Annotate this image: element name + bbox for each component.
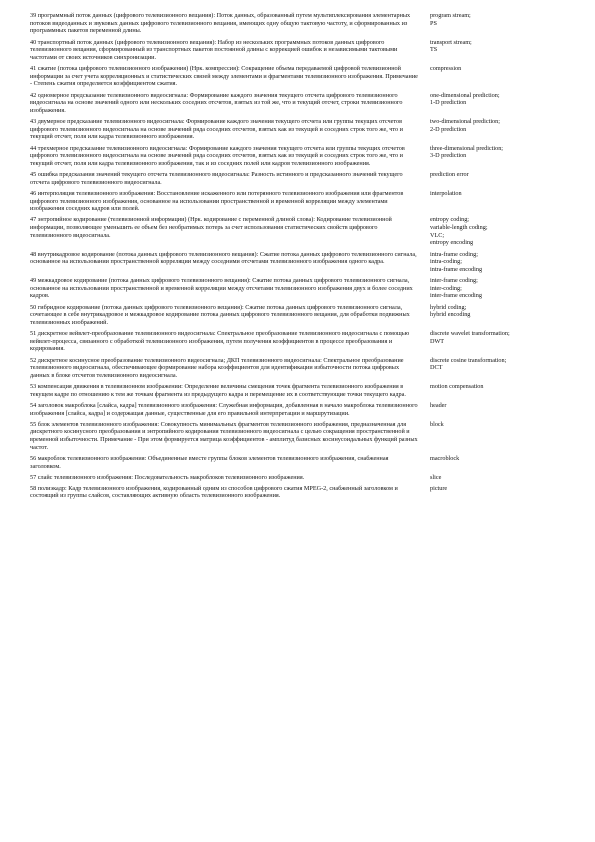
glossary-entries bbox=[30, 12, 570, 503]
glossary-entry bbox=[30, 171, 570, 186]
english-term: compression bbox=[430, 65, 462, 72]
entry-definition-block bbox=[30, 330, 420, 353]
glossary-entry bbox=[30, 92, 570, 115]
entry-definition: заголовок макроблока [слайса, кадра] телевизионного изображения: Служебная информация, добавленная в начало макроблока телевизионного изображения [слайса, кадра] и содержащая данные, существенные для его правильной интерпретации и маршрутизации. bbox=[30, 401, 418, 417]
entry-definition: сжатие (потока цифрового телевизионного изображения) (Нрк. компрессия): Сокращение объема передаваемой цифровой телевизионной информации за счет учета корреляционных и статистических связей между элементами и фрагментами телевизионного изображения. Примечание - Степень сжатия определяется коэффициентом сжатия. bbox=[30, 65, 418, 88]
entry-english-terms bbox=[430, 216, 570, 247]
english-term: DWT bbox=[430, 337, 445, 345]
english-term: TS bbox=[430, 46, 438, 54]
glossary-entry bbox=[30, 251, 570, 274]
entry-number: 50 bbox=[30, 303, 37, 311]
entry-definition: транспортный поток данных (цифрового телевизионного вещания): Набор из нескольких программных потоков данных цифрового телевизионного вещания, сформированный из транспортных пакетов постоянной длины с коррекцией ошибок и независимыми тактовыми частотами от своих источников синхронизации. bbox=[30, 38, 398, 61]
entry-definition-block bbox=[30, 171, 420, 186]
glossary-entry bbox=[30, 402, 570, 417]
english-term: macroblock bbox=[430, 454, 460, 462]
entry-definition: компенсация движения в телевизионном изображении: Определение величины смещения точек фрагмента телевизионного изображения в текущем кадре по отношению к тем же точкам фрагмента из предыдущего кадра и перемещение их в соответствующие точки текущего кадра. bbox=[30, 383, 406, 398]
entry-definition-block bbox=[30, 485, 420, 500]
entry-definition: ошибка предсказания значений текущего отсчета телевизионного видеосигнала: Разность истинного и предсказанного значений текущего отсчета цифрового телевизионного видеосигнала. bbox=[30, 171, 403, 186]
entry-number: 49 bbox=[30, 277, 37, 284]
english-term: PS bbox=[430, 19, 437, 27]
entry-definition: трехмерное предсказание телевизионного видеосигнала: Формирование каждого значения текущего отсчета или группы текущих отсчетов цифрового телевизионного видеосигнала на основе значений ряда соседних отсчетов, взятых как из текущей и соседних строк того же, что и текущий отсчет, поля или кадра телевизионного изображения, так и из соседних полей или кадров телевизионного изображения. bbox=[30, 144, 405, 167]
english-term: three-dimensional prediction; bbox=[430, 144, 504, 152]
entry-definition: дискретное косинусное преобразование телевизионного видеосигнала; ДКП телевизионного видеосигнала: Спектральное преобразование телевизионного видеосигнала, обеспечивающее формирование набора коэффициентов для идентификации избыточности потока цифровых данных в блоке отсчетов телевизионного видеосигнала. bbox=[30, 356, 404, 379]
glossary-entry bbox=[30, 65, 570, 88]
entry-english-terms bbox=[430, 357, 570, 372]
entry-definition-block bbox=[30, 402, 420, 417]
entry-definition: полиэкадр: Кадр телевизионного изображения, кодированный одним из способов цифрового сжатия MPEG-2, снабженный заголовком и состоящий из группы слайсов, составляющих активную область телевизионного изображения. bbox=[30, 484, 398, 500]
entry-definition: слайс телевизионного изображения: Последовательность макроблоков телевизионного изображения. bbox=[37, 473, 305, 481]
entry-english-terms bbox=[430, 65, 570, 73]
english-term: 1-D prediction bbox=[430, 99, 467, 107]
glossary-entry bbox=[30, 421, 570, 452]
english-term: interpolation bbox=[430, 189, 462, 197]
english-term: variable-length coding; bbox=[430, 224, 488, 231]
entry-english-terms bbox=[430, 171, 570, 179]
english-term: discrete wavelet transformation; bbox=[430, 330, 510, 337]
entry-number: 52 bbox=[30, 356, 37, 364]
glossary-entry bbox=[30, 277, 570, 300]
entry-number: 42 bbox=[30, 91, 37, 99]
english-term: hybrid encoding bbox=[430, 311, 471, 319]
entry-definition-block bbox=[30, 251, 420, 266]
entry-number: 46 bbox=[30, 189, 37, 197]
english-term: entropy coding; bbox=[430, 216, 470, 224]
entry-english-terms bbox=[430, 190, 570, 198]
entry-number: 44 bbox=[30, 144, 37, 152]
entry-english-terms bbox=[430, 485, 570, 493]
entry-number: 47 bbox=[30, 216, 37, 224]
entry-number: 54 bbox=[30, 401, 37, 409]
entry-english-terms bbox=[430, 12, 570, 27]
entry-definition-block bbox=[30, 357, 420, 380]
entry-definition: двумерное предсказание телевизионного видеосигнала: Формирование каждого значения текущего отсчета или группы текущих отсчетов цифрового телевизионного видеосигнала на основе значений ряда соседних отсчетов, взятых как из текущей и соседних строк того же, что и текущий отсчет, поля или кадра телевизионного изображения. bbox=[30, 118, 403, 141]
entry-number: 39 bbox=[30, 12, 37, 19]
english-term: header bbox=[430, 401, 447, 409]
entry-definition-block bbox=[30, 304, 420, 327]
english-term: discrete cosine transformation; bbox=[430, 356, 507, 364]
entry-english-terms bbox=[430, 251, 570, 274]
entry-english-terms bbox=[430, 330, 570, 345]
entry-definition-block bbox=[30, 145, 420, 168]
english-term: intra-frame encoding bbox=[430, 265, 483, 273]
entry-definition-block bbox=[30, 190, 420, 213]
english-term: two-dimensional prediction; bbox=[430, 118, 500, 125]
english-term: intra-frame coding; bbox=[430, 250, 478, 258]
glossary-entry bbox=[30, 330, 570, 353]
entry-definition-block bbox=[30, 421, 420, 452]
english-term: block bbox=[430, 420, 444, 428]
entry-number: 51 bbox=[30, 330, 37, 337]
glossary-entry bbox=[30, 383, 570, 398]
entry-definition: макроблок телевизионного изображения: Объединенные вместе группы блоков элементов телевизионного изображения, снабженная заголовком. bbox=[30, 454, 389, 470]
english-term: entropy encoding bbox=[430, 239, 474, 247]
entry-definition: гибридное кодирование (потока данных цифрового телевизионного вещания): Сжатие потока данных цифрового телевизионного сигнала, сочетающее в себе внутрикадровое и межкадровое кодирование потока данных цифрового телевизионного вещания, для обработки подвижных телевизионных изображений. bbox=[30, 303, 410, 326]
entry-number: 55 bbox=[30, 420, 37, 428]
glossary-entry bbox=[30, 190, 570, 213]
entry-number: 57 bbox=[30, 473, 37, 481]
entry-number: 40 bbox=[30, 38, 37, 46]
entry-number: 56 bbox=[30, 454, 37, 462]
glossary-entry bbox=[30, 145, 570, 168]
glossary-entry bbox=[30, 304, 570, 327]
entry-english-terms bbox=[430, 277, 570, 300]
entry-english-terms bbox=[430, 383, 570, 391]
english-term: inter-frame coding; bbox=[430, 277, 478, 284]
english-term: transport stream; bbox=[430, 38, 472, 46]
entry-definition-block bbox=[30, 12, 420, 35]
english-term: picture bbox=[430, 484, 448, 492]
english-term: intra-coding; bbox=[430, 258, 462, 266]
english-term: inter-coding; bbox=[430, 284, 462, 292]
entry-definition-block bbox=[30, 277, 420, 300]
entry-definition: межкадровое кодирование (потока данных цифрового телевизионного вещания): Сжатие потока данных цифрового телевизионного сигнала, основанное на использовании пространственной и временной корреляции между отсчетами телевизионного изображения двух и более соседних кадров. bbox=[30, 277, 413, 300]
entry-english-terms bbox=[430, 145, 570, 160]
glossary-entry bbox=[30, 12, 570, 35]
entry-definition-block bbox=[30, 65, 420, 88]
english-term: inter-frame encoding bbox=[430, 292, 482, 300]
entry-english-terms bbox=[430, 402, 570, 410]
entry-definition-block bbox=[30, 216, 420, 239]
entry-english-terms bbox=[430, 455, 570, 463]
english-term: 2-D prediction bbox=[430, 125, 467, 133]
entry-english-terms bbox=[430, 39, 570, 54]
entry-definition: энтропийное кодирование (телевизионной информации) (Нрк. кодирование с переменной длиной слова): Кодирование телевизионной информации, позволяющее уменьшить ее объем без необратимых потерь за счет использования статистических свойств цифрового телевизионного видеосигнала. bbox=[30, 216, 392, 239]
entry-english-terms bbox=[430, 304, 570, 319]
glossary-entry bbox=[30, 455, 570, 470]
entry-definition-block bbox=[30, 474, 420, 482]
entry-number: 53 bbox=[30, 383, 37, 390]
entry-definition-block bbox=[30, 455, 420, 470]
english-term: VLC; bbox=[430, 231, 445, 239]
entry-definition-block bbox=[30, 383, 420, 398]
english-term: motion compensation bbox=[430, 383, 484, 390]
entry-definition: внутрикадровое кодирование (потока данных цифрового телевизионного вещания): Сжатие потока данных цифрового телевизионного сигнала, основанное на использовании пространственной корреляции между соседними отсчетами телевизионного изображения одного кадра. bbox=[30, 250, 417, 266]
english-term: hybrid coding; bbox=[430, 303, 467, 311]
entry-english-terms bbox=[430, 118, 570, 133]
glossary-entry bbox=[30, 118, 570, 141]
english-term: prediction error bbox=[430, 171, 469, 178]
glossary-entry bbox=[30, 216, 570, 247]
entry-definition-block bbox=[30, 39, 420, 62]
entry-english-terms bbox=[430, 474, 570, 482]
english-term: DCT bbox=[430, 364, 443, 372]
glossary-entry bbox=[30, 357, 570, 380]
entry-number: 41 bbox=[30, 65, 37, 72]
entry-english-terms bbox=[430, 92, 570, 107]
english-term: one-dimensional prediction; bbox=[430, 91, 500, 99]
entry-number: 45 bbox=[30, 171, 37, 178]
entry-number: 58 bbox=[30, 484, 37, 492]
entry-definition-block bbox=[30, 92, 420, 115]
entry-definition: блок элементов телевизионного изображения: Совокупность минимальных фрагментов телевизионного изображения, предназначенная для дискретного косинусного преобразования и энтропийного кодирования телевизионного видеосигнала с целью сокращения пространственной и временной избыточности. Примечание - При этом формируется матрица коэффициентов - амплитуд базисных косинусоидальных функций разных частот. bbox=[30, 420, 418, 451]
english-term: 3-D prediction bbox=[430, 152, 467, 160]
entry-definition: дискретное вейвлет-преобразование телевизионного видеосигнала: Спектральное преобразование телевизионного видеосигнала с помощью вейвлет-процесса, связанного с обработкой телевизионного изображения, путем получения коэффициентов в процессе преобразования и кодирования. bbox=[30, 330, 410, 353]
entry-definition: одномерное предсказание телевизионного видеосигнала: Формирование каждого значения текущего отсчета цифрового телевизионного видеосигнала на основе значений одного или нескольких соседних отсчетов, взятых из той же, что и текущий отсчет, строки телевизионного изображения. bbox=[30, 91, 403, 114]
entry-definition: интерполяция телевизионного изображения: Восстановление искаженного или потерянного телевизионного изображения или фрагментов цифрового телевизионного изображения, основанное на использовании пространственной и временной корреляции между элементами изображения соседних кадров или полей. bbox=[30, 189, 404, 213]
entry-number: 43 bbox=[30, 118, 37, 125]
glossary-entry bbox=[30, 474, 570, 482]
glossary-entry bbox=[30, 39, 570, 62]
entry-number: 48 bbox=[30, 250, 37, 258]
english-term: slice bbox=[430, 473, 442, 481]
entry-english-terms bbox=[430, 421, 570, 429]
entry-definition-block bbox=[30, 118, 420, 141]
glossary-entry bbox=[30, 485, 570, 500]
english-term: program stream; bbox=[430, 12, 471, 19]
entry-definition: программный поток данных (цифрового телевизионного вещания): Поток данных, образованный путем мультиплексирования элементарных потоков видеоданных и звуковых данных цифрового телевизионного вещания, имеющих одну общую тактовую частоту, и сформированных из программных пакетов переменной длины. bbox=[30, 12, 411, 35]
